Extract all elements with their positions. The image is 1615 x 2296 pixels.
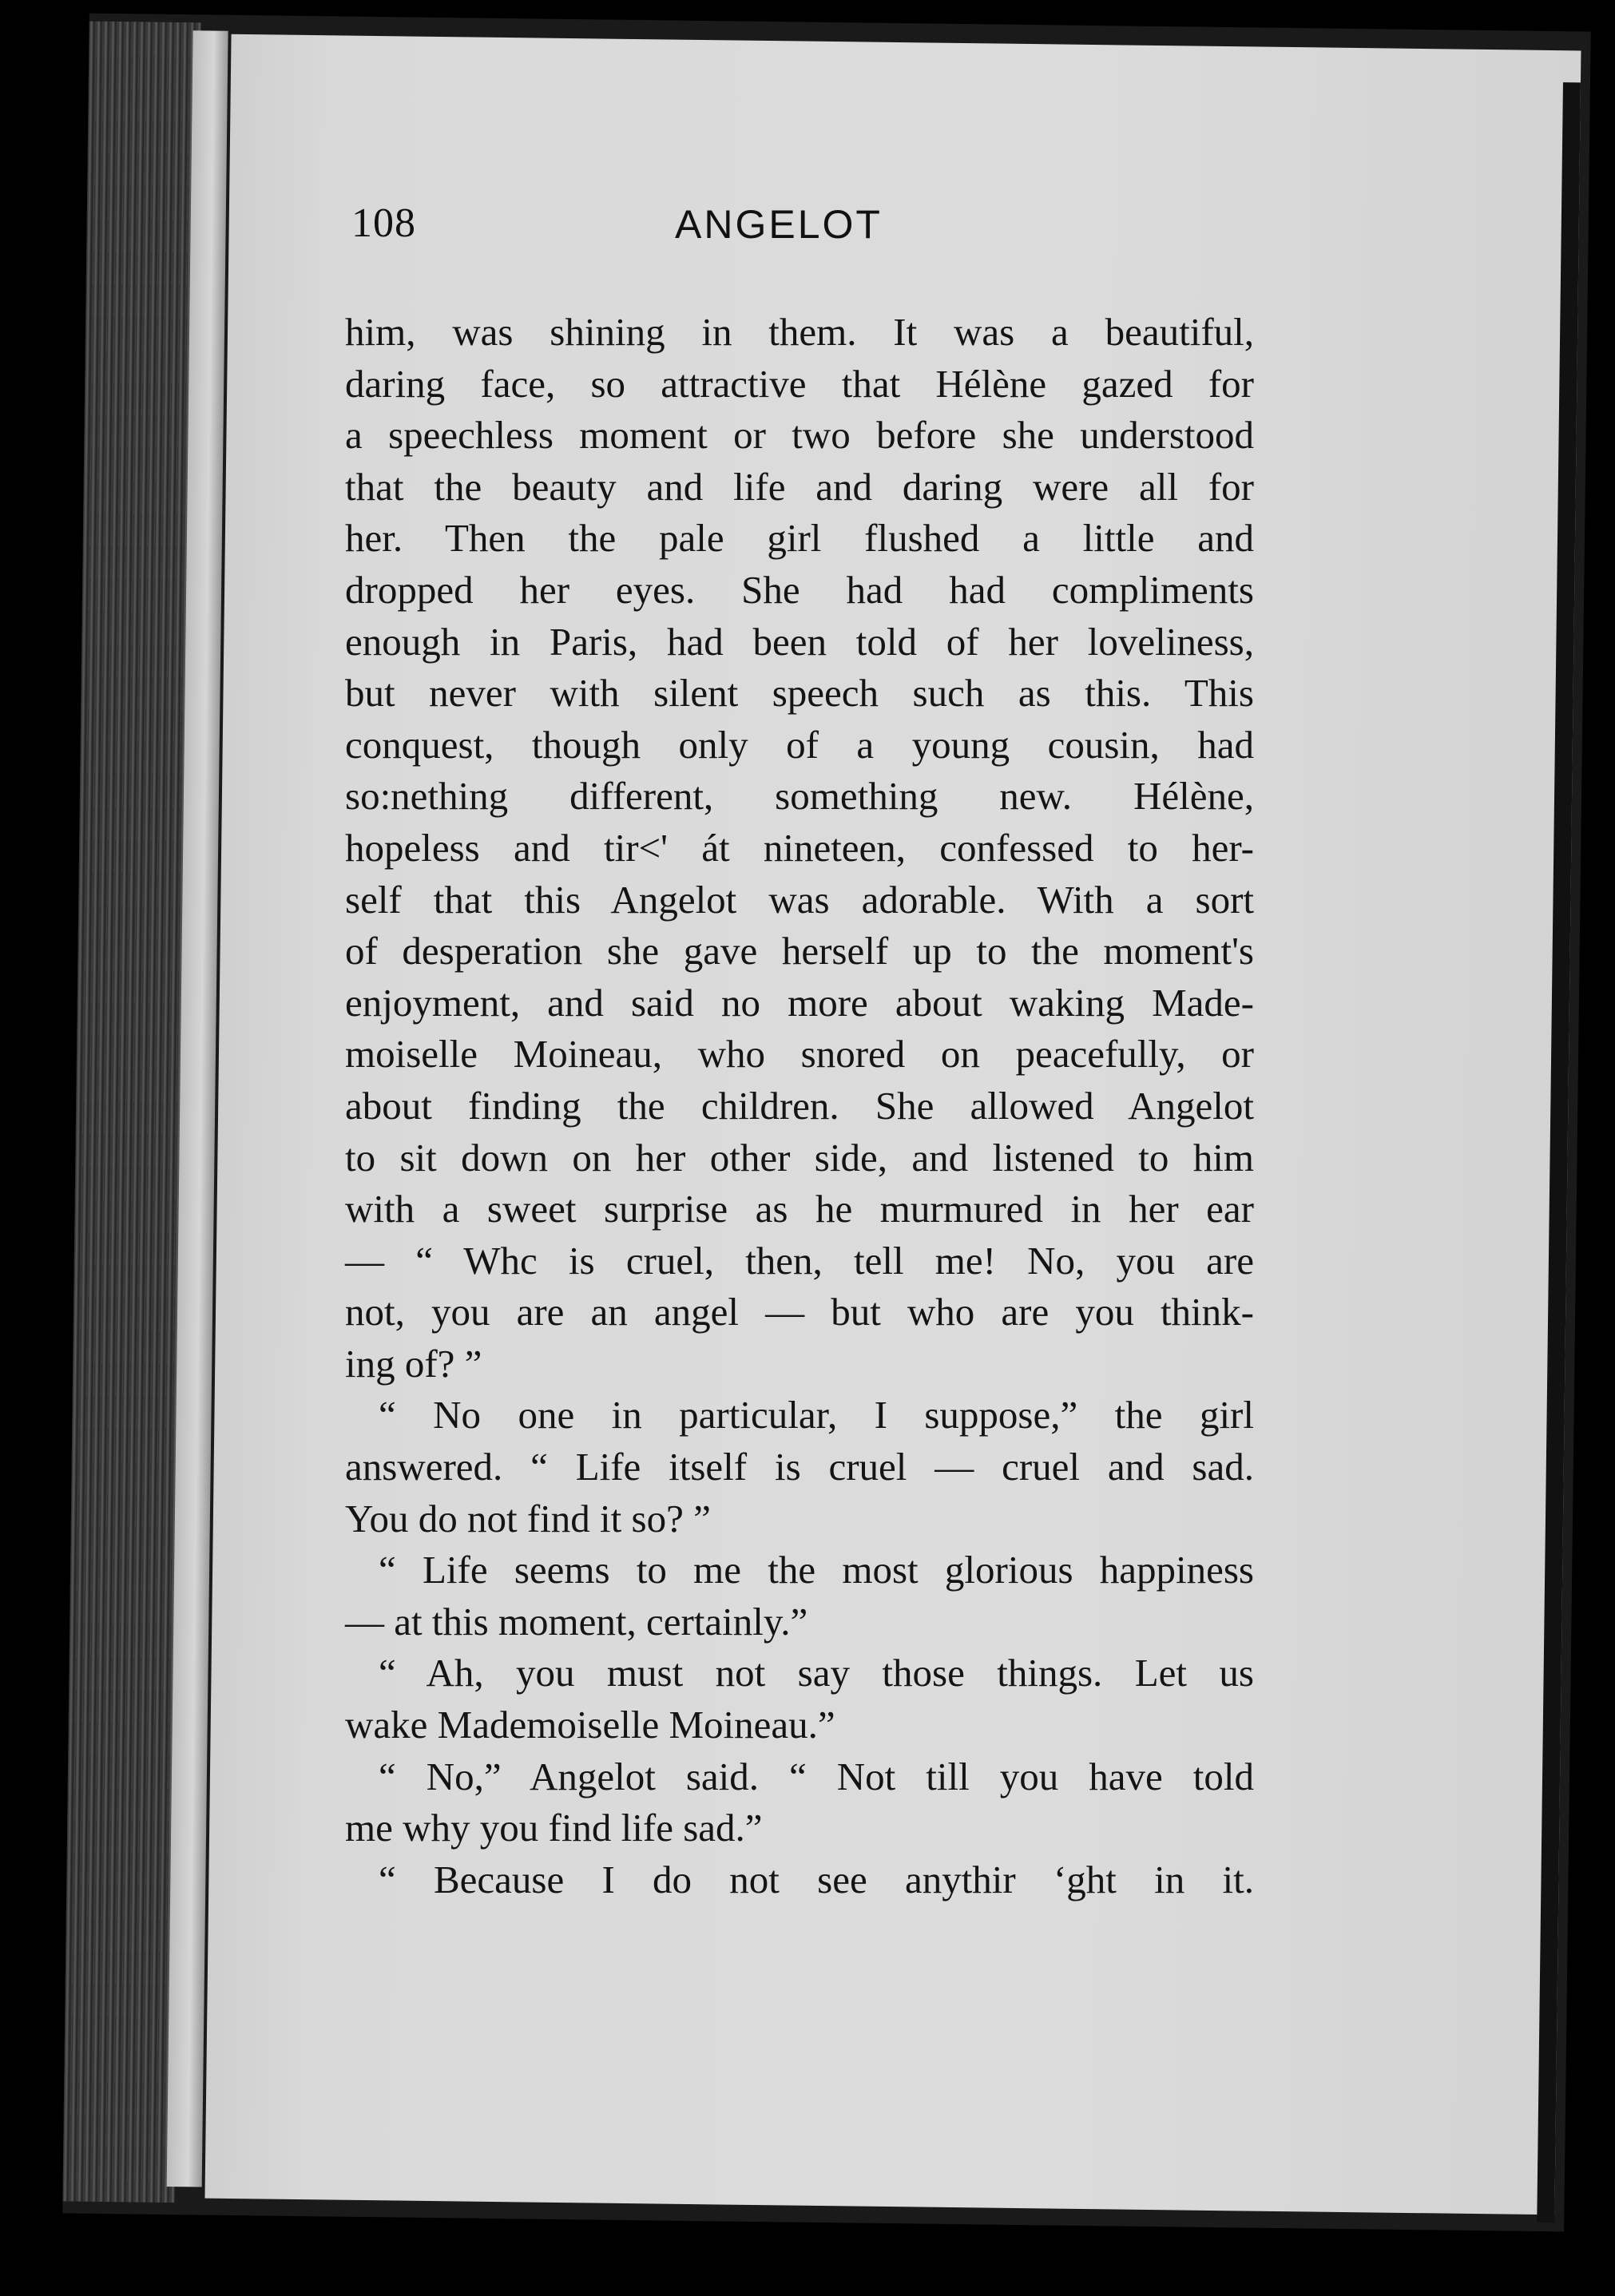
text-line: moiselle Moineau, who snored on peacefully, or [345, 1032, 1254, 1077]
text-line: ing of? ” [345, 1341, 482, 1386]
text-line: a speechless moment or two before she understood [345, 413, 1254, 458]
running-header [351, 200, 1150, 264]
text-line: “ No one in particular, I suppose,” the girl [379, 1393, 1254, 1437]
gutter-shadow [1537, 82, 1581, 2223]
text-line: conquest, though only of a young cousin, had [345, 722, 1254, 767]
text-line: — at this moment, certainly.” [345, 1599, 808, 1644]
text-line: him, was shining in them. It was a beautiful, [345, 310, 1254, 354]
text-line: self that this Angelot was adorable. With a sort [345, 877, 1254, 922]
text-line: hopeless and tir<' át nineteen, confessed to her- [345, 825, 1254, 870]
body-text [345, 307, 1254, 1905]
text-line: me why you find life sad.” [345, 1806, 763, 1850]
running-title: ANGELOT [675, 202, 883, 247]
text-line: of desperation she gave herself up to the moment's [345, 929, 1254, 974]
text-line: “ Life seems to me the most glorious happiness [379, 1548, 1254, 1592]
text-line: You do not find it so? ” [345, 1496, 711, 1541]
text-line: that the beauty and life and daring were all for [345, 464, 1254, 509]
text-line: answered. “ Life itself is cruel — cruel and sad. [345, 1445, 1254, 1489]
page-number: 108 [351, 200, 416, 246]
text-line: but never with silent speech such as this. This [345, 671, 1254, 716]
text-line: not, you are an angel — but who are you think- [345, 1290, 1254, 1334]
text-line: enjoyment, and said no more about waking Made- [345, 980, 1254, 1025]
text-line: daring face, so attractive that Hélène gazed for [345, 361, 1254, 406]
text-line: “ No,” Angelot said. “ Not till you have told [379, 1754, 1254, 1798]
text-line: with a sweet surprise as he murmured in her ear [345, 1187, 1254, 1231]
text-line: to sit down on her other side, and listened to him [345, 1135, 1254, 1180]
text-line: enough in Paris, had been told of her loveliness, [345, 619, 1254, 664]
text-line: wake Mademoiselle Moineau.” [345, 1703, 835, 1747]
text-line: “ Ah, you must not say those things. Let us [379, 1651, 1254, 1695]
text-line: her. Then the pale girl flushed a little and [345, 516, 1254, 561]
text-line: “ Because I do not see anythir ‘ght in it. [379, 1857, 1254, 1901]
text-line: about finding the children. She allowed Angelot [345, 1083, 1254, 1128]
text-line: so:nething different, something new. Hélène, [345, 774, 1254, 819]
text-line: dropped her eyes. She had had compliments [345, 567, 1254, 612]
text-line: — “ Whc is cruel, then, tell me! No, you are [345, 1238, 1254, 1283]
